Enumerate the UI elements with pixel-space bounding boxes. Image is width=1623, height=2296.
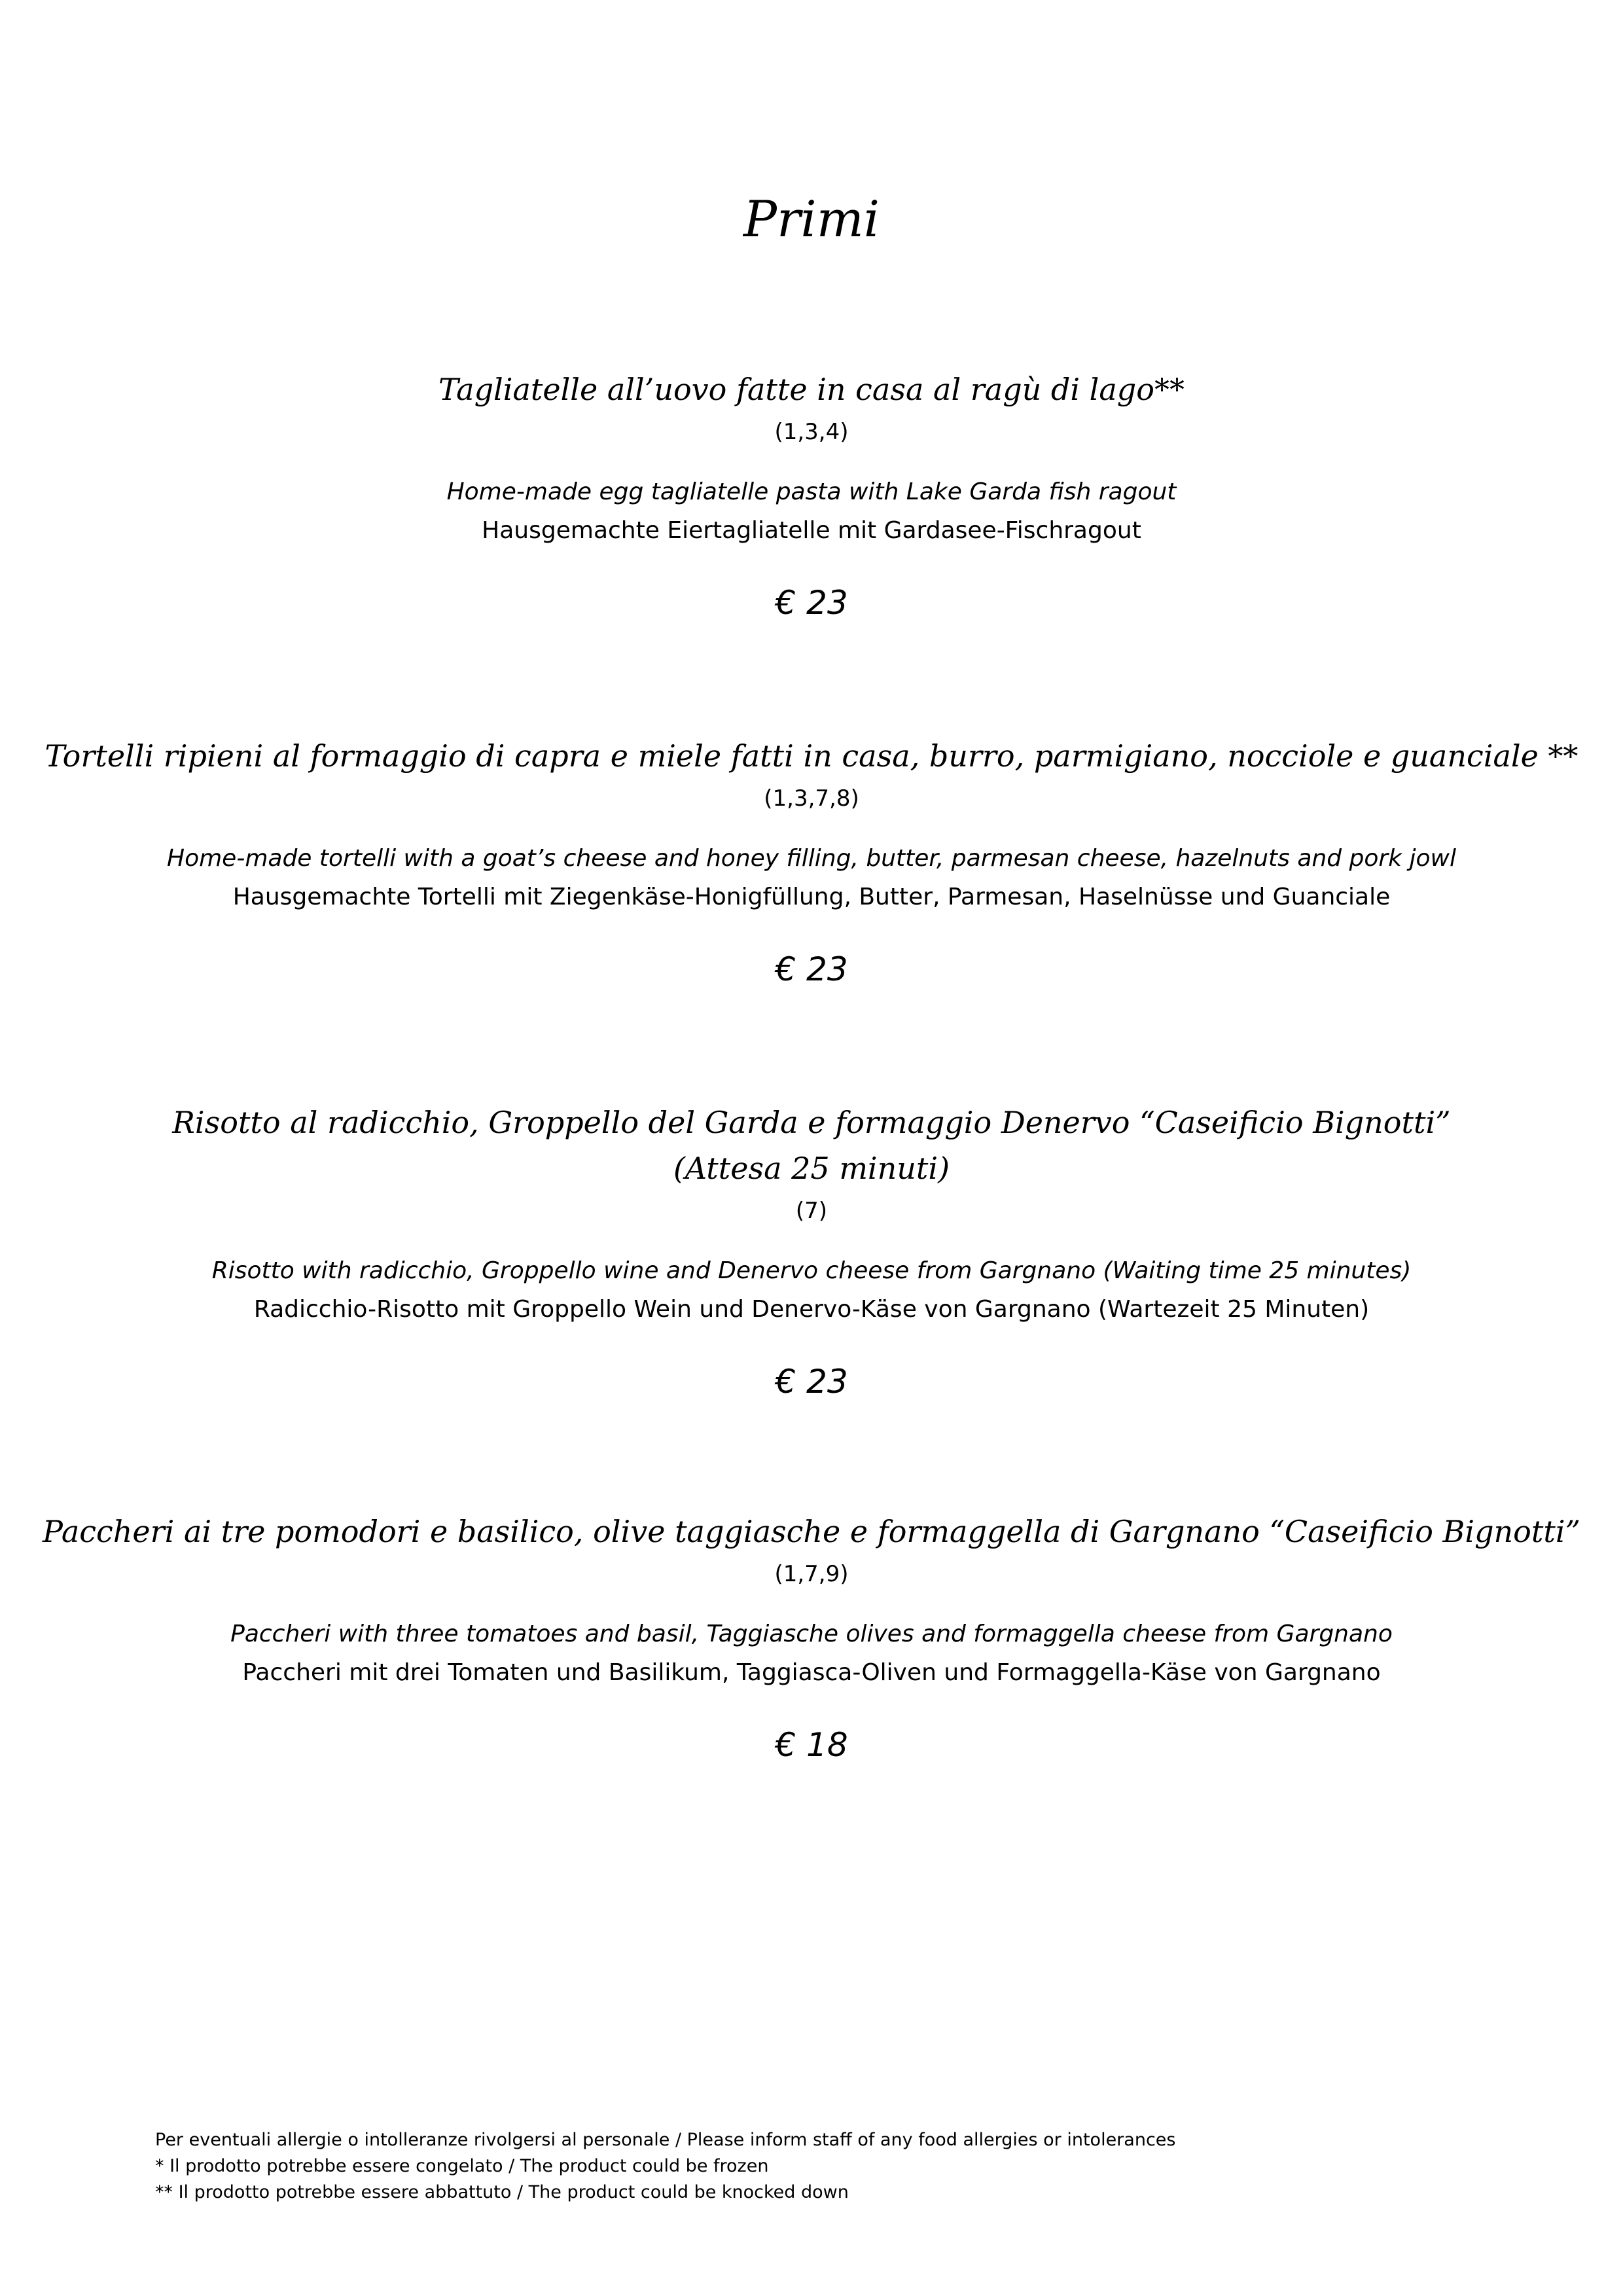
allergy-notice: Per eventuali allergie o intolleranze rivolgersi al personale / Please inform staff of any food allergies or intolerances (155, 2130, 1176, 2150)
dish-name: Tagliatelle all’uovo fatte in casa al ragù di lago** (438, 372, 1185, 407)
description-english: Risotto with radicchio, Groppello wine and Denervo cheese from Gargnano (Waiting time 25 minutes) (211, 1257, 1412, 1284)
description-german: Hausgemachte Tortelli mit Ziegenkäse-Honigfüllung, Butter, Parmesan, Haselnüsse und Guanciale (232, 884, 1391, 910)
blast-chilled-notice: ** Il prodotto potrebbe essere abbattuto / The product could be knocked down (155, 2182, 849, 2202)
allergen-codes: (7) (795, 1198, 828, 1224)
allergen-codes: (1,3,7,8) (764, 785, 859, 812)
menu-item-tortelli (0, 733, 1623, 992)
description-german: Hausgemachte Eiertagliatelle mit Gardasee-Fischragout (482, 517, 1141, 544)
description-german: Radicchio-Risotto mit Groppello Wein und Denervo-Käse von Gargnano (Wartezeit 25 Minuten) (253, 1296, 1370, 1323)
frozen-notice: * Il prodotto potrebbe essere congelato / The product could be frozen (155, 2156, 769, 2176)
description-english: Home-made tortelli with a goat’s cheese and honey filling, butter, parmesan cheese, hazelnuts and pork jowl (167, 845, 1456, 872)
price: € 23 (775, 950, 848, 988)
menu-item-tagliatelle (0, 367, 1623, 626)
dish-name: Tortelli ripieni al formaggio di capra e miele fatti in casa, burro, parmigiano, nocciole e guanciale ** (45, 738, 1578, 774)
menu-item-paccheri (0, 1509, 1623, 1768)
price: € 23 (775, 584, 848, 622)
dish-name: Paccheri ai tre pomodori e basilico, olive taggiasche e formaggella di Gargnano “Caseificio Bignotti” (42, 1514, 1581, 1549)
description-english: Home-made egg tagliatelle pasta with Lake Garda fish ragout (446, 478, 1177, 505)
price: € 23 (775, 1363, 848, 1401)
menu-item-risotto (0, 1100, 1623, 1405)
dish-name: Risotto al radicchio, Groppello del Garda e formaggio Denervo “Caseificio Bignotti” (172, 1105, 1451, 1140)
description-german: Paccheri mit drei Tomaten und Basilikum, Taggiasca-Oliven und Formaggella-Käse von Gargnano (242, 1659, 1381, 1686)
page-title: Primi (743, 190, 880, 248)
allergen-codes: (1,3,4) (774, 419, 849, 445)
price: € 18 (775, 1726, 848, 1764)
footer-notes (155, 2127, 1175, 2206)
dish-name-note: (Attesa 25 minuti) (673, 1151, 950, 1186)
allergen-codes: (1,7,9) (774, 1561, 849, 1587)
description-english: Paccheri with three tomatoes and basil, Taggiasche olives and formaggella cheese from Gargnano (230, 1621, 1393, 1647)
